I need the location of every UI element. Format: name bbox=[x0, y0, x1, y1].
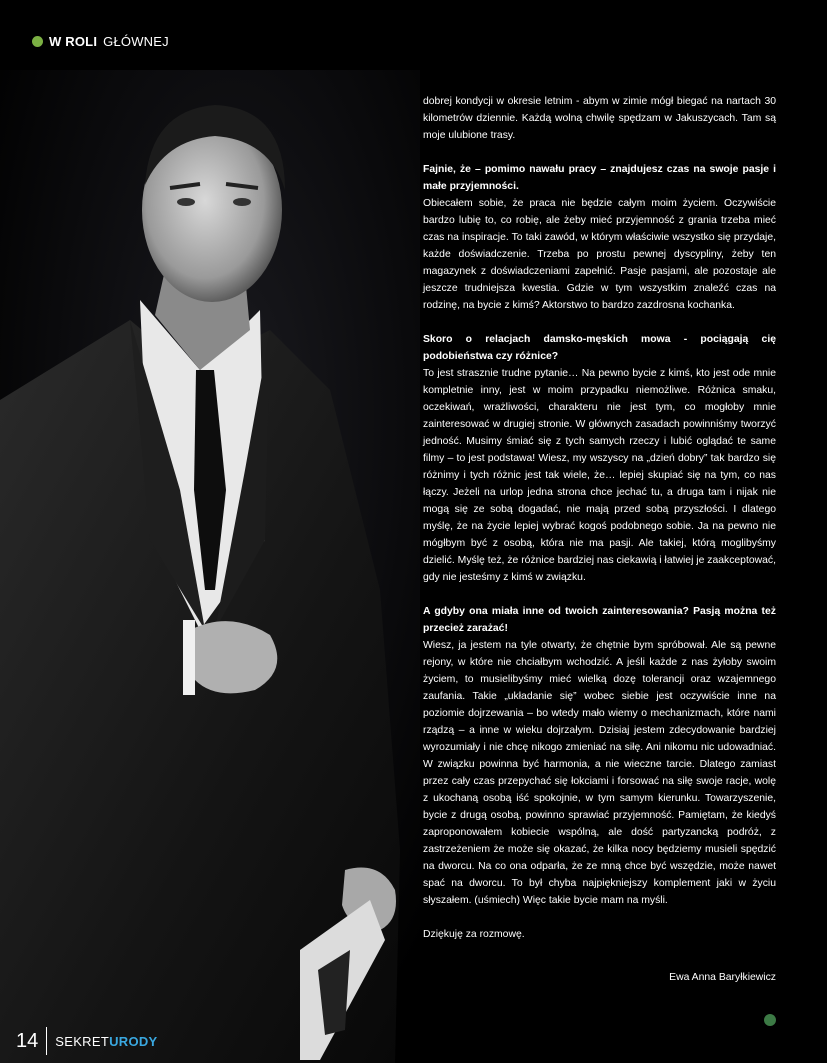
page-footer bbox=[16, 1027, 158, 1055]
question-2: Skoro o relacjach damsko-męskich mowa - pociągają cię podobieństwa czy różnice? bbox=[423, 334, 776, 362]
author-byline: Ewa Anna Baryłkiewicz bbox=[669, 972, 776, 983]
portrait-photo bbox=[0, 70, 420, 1063]
question-3: A gdyby ona miała inne od twoich zainteresowania? Pasją można też przecież zarażać! bbox=[423, 606, 776, 634]
end-mark-icon bbox=[764, 1014, 776, 1026]
magazine-logo-part-1: SEKRET bbox=[55, 1033, 110, 1049]
answer-2: To jest strasznie trudne pytanie… Na pewno bycie z kimś, kto jest ode mnie kompletnie inny, jest w moim przypadku niemożliwe. Różnica smaku, oczekiwań, wrażliwości, charakteru nie jest tym, co mogłoby mnie zainteresować w drugiej stronie. W głównych zasadach powinniśmy tworzyć jedność. Musimy śmiać się z tych samych rzeczy i lubić oglądać te same filmy – to jest podstawa! Wiesz, my wszyscy na „dzień dobry” tak bardzo się różnimy i tych różnic jest tak wiele, że… lepiej skupiać się na tym, co nas łączy. Jeżeli na urlop jedna strona chce jechać tu, a druga tam i nijak nie mogą się ze sobą dogadać, nie mają przed sobą przyszłości. I dlatego myślę, że na życie lepiej wybrać kogoś podobnego sobie. Ja na pewno nie mógłbym być z osobą, która nie ma pasji. Ale takiej, którą moglibyśmy dzielić. Myślę też, że różnice bardziej nas ciekawią i łatwiej je zaakceptować, gdy nie jesteśmy z kimś w związku. bbox=[423, 368, 776, 583]
page-number: 14 bbox=[16, 1027, 47, 1055]
section-header bbox=[32, 34, 169, 49]
answer-1: Obiecałem sobie, że praca nie będzie całym moim życiem. Oczywiście bardzo lubię to, co robię, ale żeby mieć przyjemność z grania trzeba mieć czas na inspiracje. To taki zawód, w którym właściwie wszystko się przydaje, każde doświadczenie. Trzeba po prostu pewnej dyscypliny, żeby ten magazynek z doświadczeniami zapełnić. Pasje pasjami, ale pozostaje ale jeszcze trudniejsza kwestia. Gdzie w tym wszystkim znaleźć czas na rodzinę, na bycie z kimś? Aktorstwo to bardzo zazdrosna kochanka. bbox=[423, 198, 776, 311]
magazine-logo-part-2: URODY bbox=[109, 1033, 158, 1049]
answer-3: Wiesz, ja jestem na tyle otwarty, że chętnie bym spróbował. Ale są pewne rejony, w które nie chciałbym wchodzić. A jeśli każde z nas żyłoby swoim życiem, to musielibyśmy mieć wielką dozę tolerancji oraz wzajemnego zaufania. Takie „układanie się” wobec siebie jest oczywiście inne na poziomie dojrzewania – bo wtedy mało wiemy o mechanizmach, które nami rządzą – a inne w wieku dojrzałym. Dzisiaj jestem zdecydowanie bardziej wyrozumiały i nie chcę nikogo zmieniać na siłę. Ani nikomu nic udowadniać. W związku powinna być harmonia, a nie wieczne tarcie. Dlatego zamiast przez cały czas przepychać się łokciami i forsować na siłę swoje racje, wolę z ukochaną osobą iść spokojnie, w tym samym kierunku. Towarzyszenie, bycie z drugą osobą, powinno sprawiać przyjemność. Pamiętam, że kiedyś zaproponowałem kobiecie wspólną, ale dość partyzancką podróż, z zastrzeżeniem że może się okazać, że kilka nocy będziemy musieli spędzić na dworcu. Na co ona odparła, że ze mną chce być wszędzie, może nawet spać na dworcu. To był chyba najpiękniejszy komplement jaki w życiu słyszałem. (uśmiech) Więc takie bycie mam na myśli. bbox=[423, 640, 776, 906]
bullet-dot-icon bbox=[32, 36, 43, 47]
paragraph-intro: dobrej kondycji w okresie letnim - abym w zimie mógł biegać na nartach 30 kilometrów dziennie. Każdą wolną chwilę spędzam w Jakuszycach. Tam są moje ulubione trasy. bbox=[423, 96, 776, 141]
section-label-bold: W ROLI bbox=[49, 34, 98, 49]
closing-thanks: Dziękuję za rozmowę. bbox=[423, 929, 525, 940]
section-label-light: GŁÓWNEJ bbox=[103, 34, 169, 49]
magazine-logo bbox=[55, 1034, 157, 1049]
article-body bbox=[423, 93, 776, 943]
question-1: Fajnie, że – pomimo nawału pracy – znajdujesz czas na swoje pasje i małe przyjemności. bbox=[423, 164, 776, 192]
